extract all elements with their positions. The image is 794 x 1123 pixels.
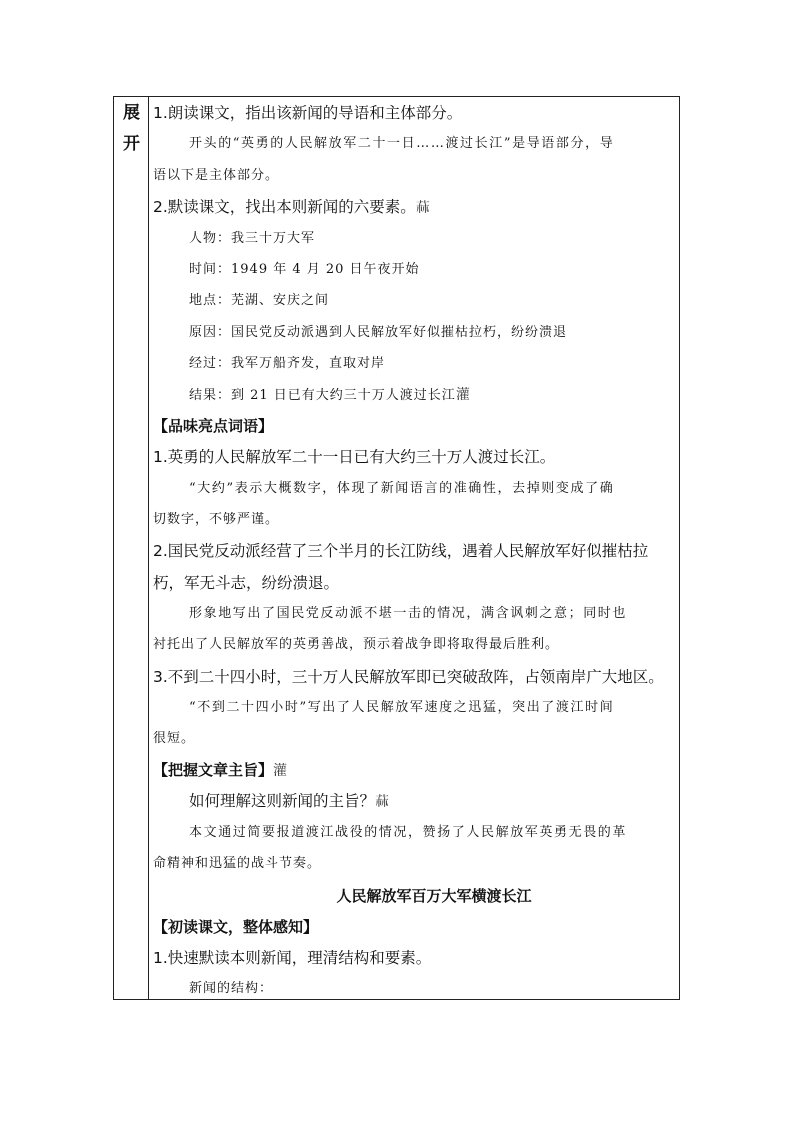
element-place: 地点：芜湖、安庆之间 <box>189 293 330 308</box>
question-1: 1.朗读课文，指出该新闻的导语和主体部分。 <box>153 104 463 122</box>
point-3: 3.不到二十四小时，三十万人民解放军即已突破敌阵，占领南岸广大地区。 <box>153 668 664 686</box>
answer-theme-line-2: 命精神和迅猛的战斗节奏。 <box>153 856 322 871</box>
element-people: 人物：我三十万大军 <box>189 231 316 246</box>
point-3-note-line-1: “不到二十四小时”写出了人民解放军速度之迅猛，突出了渡江时间 <box>189 700 615 715</box>
element-cause: 原因：国民党反动派遇到人民解放军好似摧枯拉朽，纷纷溃退 <box>189 325 568 340</box>
heading-theme <box>153 760 287 781</box>
question-theme-text: 如何理解这则新闻的主旨？ <box>189 792 376 810</box>
question-2-text: 2.默读课文，找出本则新闻的六要素。 <box>153 198 416 216</box>
element-time: 时间：1949 年 4 月 20 日午夜开始 <box>189 262 420 277</box>
question-2 <box>153 197 430 218</box>
heading-key-words: 【品味亮点词语】 <box>153 417 274 435</box>
element-result-text: 结果：到 21 日已有大约三十万人渡过长江 <box>189 388 456 403</box>
point-3-note-line-2: 很短。 <box>153 731 196 746</box>
heading-first-reading: 【初读课文，整体感知】 <box>153 918 319 936</box>
element-process: 经过：我军万船齐发，直取对岸 <box>189 356 386 371</box>
point-1-note-line-2: 切数字，不够严谨。 <box>153 512 280 527</box>
watermark-glyph: 𦱍 <box>375 794 390 810</box>
point-2-line-1: 2.国民党反动派经营了三个半月的长江防线，遇着人民解放军好似摧枯拉 <box>153 542 649 560</box>
answer-1-line-2: 语以下是主体部分。 <box>153 168 280 183</box>
content-cell <box>149 97 679 999</box>
section-label-cell <box>114 97 149 999</box>
point-2-note-line-1: 形象地写出了国民党反动派不堪一击的情况，满含讽刺之意；同时也 <box>189 606 628 621</box>
question-structure: 1.快速默读本则新闻，理清结构和要素。 <box>153 949 432 967</box>
point-1: 1.英勇的人民解放军二十一日已有大约三十万人渡过长江。 <box>153 448 556 466</box>
point-2-line-2: 朽，军无斗志，纷纷溃退。 <box>153 574 340 592</box>
point-1-note-line-1: “大约”表示大概数字，体现了新闻语言的准确性，去掉则变成了确 <box>189 481 615 496</box>
watermark-glyph: 灌 <box>455 387 471 403</box>
heading-theme-text: 【把握文章主旨】 <box>153 761 274 779</box>
point-2-note-line-2: 衬托出了人民解放军的英勇善战，预示着战争即将取得最后胜利。 <box>153 637 560 652</box>
article-title: 人民解放军百万大军横渡长江 <box>336 887 532 905</box>
watermark-glyph: 灌 <box>273 763 288 779</box>
watermark-glyph: 𦱍 <box>415 200 430 216</box>
section-label-char: 展 <box>123 103 140 123</box>
question-theme <box>189 791 389 812</box>
section-label-char: 开 <box>123 134 140 154</box>
lesson-table <box>113 96 680 1000</box>
answer-theme-line-1: 本文通过简要报道渡江战役的情况，赞扬了人民解放军英勇无畏的革 <box>189 825 628 840</box>
answer-structure: 新闻的结构： <box>189 981 274 996</box>
element-result <box>189 385 471 406</box>
answer-1-line-1: 开头的“英勇的人民解放军二十一日……渡过长江”是导语部分，导 <box>189 136 615 151</box>
